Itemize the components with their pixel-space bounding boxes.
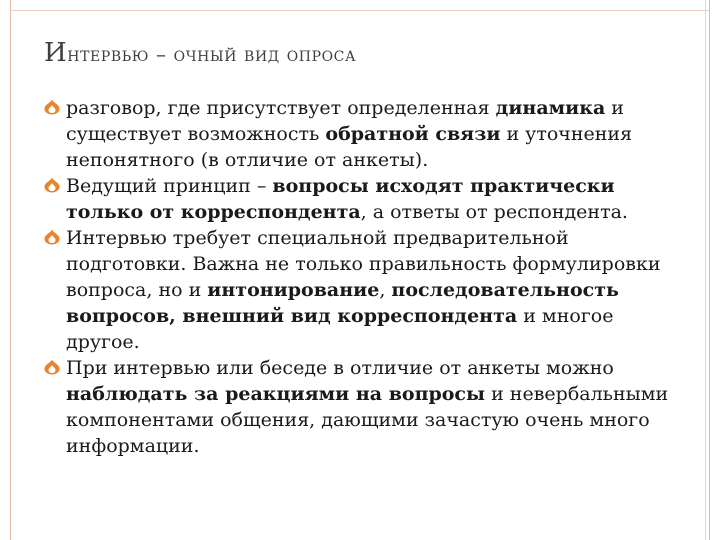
page-title	[44, 38, 356, 68]
list-item	[44, 225, 684, 355]
text: и невербальными компонентами общения, дающими зачастую очень много информации.	[66, 383, 669, 457]
bold-text: наблюдать за реакциями на вопросы	[66, 383, 486, 405]
bullet-list	[44, 95, 684, 459]
bold-text: последовательность вопросов, внешний вид корреспондента	[66, 279, 619, 327]
flame-bullet-icon	[44, 359, 60, 375]
flame-bullet-icon	[44, 177, 60, 193]
text: разговор, где присутствует определенная	[66, 97, 496, 119]
bold-text: обратной связи	[325, 123, 501, 145]
title-rest: нтервью – очный вид опроса	[67, 42, 357, 66]
flame-bullet-icon	[44, 229, 60, 245]
text: Ведущий принцип –	[66, 175, 273, 197]
list-item	[44, 355, 684, 459]
text: и уточнения непонятного (в отличие от анкеты).	[66, 123, 633, 171]
bold-text: динамика	[495, 97, 606, 119]
title-initial: И	[44, 38, 68, 68]
frame-left-line	[10, 0, 11, 540]
text: ,	[379, 279, 392, 301]
flame-bullet-icon	[44, 99, 60, 115]
frame-right-inner-line	[705, 0, 706, 540]
text: и существует возможность	[66, 97, 624, 145]
text: , а ответы от респондента.	[360, 201, 628, 223]
text: Интервью требует специальной предварительной подготовки. Важна не только правильность формулировки вопроса, но и	[66, 227, 661, 301]
list-item	[44, 173, 684, 225]
list-item	[44, 95, 684, 173]
text: При интервью или беседе в отличие от анкеты можно	[66, 357, 614, 379]
bold-text: интонирование	[207, 279, 380, 301]
frame-top-line	[10, 10, 710, 11]
bold-text: вопросы исходят практически только от корреспондента	[66, 175, 615, 223]
text: и многое другое.	[66, 305, 614, 353]
frame-right-line	[709, 0, 710, 540]
